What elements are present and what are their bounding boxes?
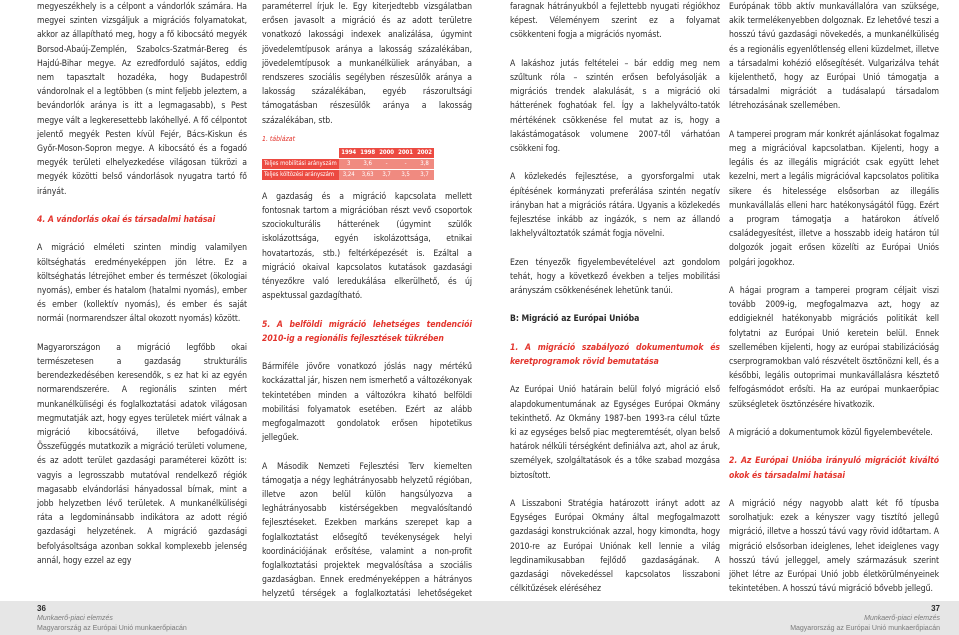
table-row (262, 158, 434, 169)
table-cell: 3 (339, 158, 358, 169)
table-cell: 3,6 (358, 158, 377, 169)
mobility-table-block (262, 134, 472, 180)
part-heading: B: Migráció az Európai Unióba (510, 314, 640, 325)
paragraph: A migráció a dokumentumok közül figyelembevétele. (729, 428, 933, 439)
page-number-left: 36 (37, 604, 46, 613)
footer-line-2: Magyarország az Európai Unió munkaerőpiacán (37, 624, 187, 632)
table-corner-cell (262, 148, 339, 159)
table-cell: 3,7 (377, 169, 396, 180)
text-column-3 (510, 0, 720, 596)
footer-line-2: Magyarország az Európai Unió munkaerőpiacán (790, 624, 940, 632)
paragraph: paraméterrel írjuk le. Egy kiterjedtebb vizsgálatban erősen javasolt a migráció és az adott területre vonatkozó lakossági indexek analizálása, úgymint jövedelemtípusok aránya a lakosság százalékában, jövedelemtípusok a munkanélküliek arányában, a rendszeres szociális segélyben részesülők aránya a lakosság százalékában, egyéb rászorultsági támogatásban részesülők aránya a lakosság százalékában, stb. (262, 2, 472, 126)
paragraph: A Második Nemzeti Fejlesztési Terv kiemelten támogatja a négy leghátrányosabb helyzetű régióban, illetve azon belül külön hangsúlyozva a leghátrányosabb kistérségekben megvalósítandó fejlesztéseket. Ezekben markáns szerepet kap a foglalkoztatást elősegítő tevékenységek helyi koordinációjának erősítése, valamint a non-profit foglalkoztatási projektek megvalósítása a szociális gazdaságban. Ennek eredményeképpen a hátrányos helyzetű térségek a foglalkoztatási lehetőségeket (262, 461, 472, 600)
table-header-cell: 2001 (396, 148, 415, 159)
table-header-cell: 2000 (377, 148, 396, 159)
paragraph: A migráció elméleti szinten mindig valamilyen költséghatás eredményeképpen jön létre. Ez a költséghatás létrejöhet ember és természet (ökologiai nyomás), ember és hatalom (hatalmi nyomás), ember és ember (kollektív nyomás), és ember és saját normái (normarendszer által okozott nyomás) között. (37, 243, 247, 325)
footer-left (37, 604, 187, 633)
paragraph: Magyarországon a migráció legfőbb okai természetesen a gazdaság strukturális berendezkedésében keresendők, s ez hat ki az egyén normarendszerére. A regionális szinten mért munkanélküliségi és foglalkoztatási adatok világosan megmutatják azt, hogy egyes területek miért válnak a migráció kibocsátóivá, illetve befogadóivá. Összefüggés mutatkozik a migráció területi volumene, és az adott terület gazdasági paraméterei között is: vagyis a legrosszabb mutatóval rendelkező régiók magasabb elvándorlási hányadossal bírnak, mint a jobb helyzetben lévő területek. A munkanélküliségi ráta a legdominánsabb indikátora az adott régió gazdasági helyzetének. A migráció gazdasági befolyásoltsága azonban sokkal komplexebb jelenség annál, hogy ezzel az egy (37, 342, 247, 566)
paragraph: A gazdaság és a migráció kapcsolata mellett fontosnak tartom a migrációban részt vevő csoportok szociokulturális hátterének (úgymint szülők iskolázottsága, egyén iskolázottsága, etnikai hovatartozás, stb.) feltérképezését is. Ezáltal a migráció okaival kapcsolatos kutatások gazdasági tényezőkre való leredukálása elkerülhető, és új aspektussal gazdagítható. (262, 191, 472, 302)
paragraph: A tamperei program már konkrét ajánlásokat fogalmaz meg a migrációval kapcsolatban. Kijelenti, hogy a legális és az illegális migrációt csak együtt lehet kezelni, mert a legális migrációval kapcsolatos politika sikere és hitelessége elsősorban az illegális munkavállalás elleni harc hatékonyságától függ. Ezért a program támogatja a határokon átívelő családegyesítést, illetve a hosszabb ideig határon túl dolgozók jogait erősen közelíti az Európai Uniós polgári jogokhoz. (729, 129, 939, 268)
table-cell: 3,7 (415, 169, 434, 180)
paragraph: A migráció négy nagyobb alatt két fő típusba sorolhatjuk: ezek a kényszer vagy tisztító jellegű migráció, illetve a hosszú távú vagy rövid időtartam. A migráció elsősorban ideiglenes, lehet ideiglenes vagy hosszú távú jelleggel, amely származásuk szerint jöhet létre az Európai Unió jobb életkörülményeinek tekintetében. A hosszú távú migráció bővebb jellegű. (729, 499, 939, 595)
table-header-cell: 1994 (339, 148, 358, 159)
paragraph: A Lisszaboni Stratégia határozott irányt adott az Egységes Európai Okmány által megfogalmazott gazdasági konstrukciónak azzal, hogy kimondta, hogy 2010-re az Európai Uniónak kell lennie a világ legdinamikusabban fejlődő gazdaságának. A gazdasági növekedéssel kapcsolatos lisszaboni célkitűzések eléréséhez (510, 499, 720, 595)
paragraph: Ezen tényezők figyelembevételével azt gondolom tehát, hogy a következő években a teljes mobilitási arányszám csökkenésének lehetünk tanúi. (510, 257, 720, 297)
table-header-row (262, 148, 434, 159)
table-row (262, 169, 434, 180)
table-header-cell: 2002 (415, 148, 434, 159)
table-cell: 3,24 (339, 169, 358, 180)
table-row-label: Teljes mobilitási arányszám (262, 158, 339, 169)
table-cell: - (377, 158, 396, 169)
footer-line-1: Munkaerő-piaci elemzés (864, 615, 940, 622)
table-header-cell: 1998 (358, 148, 377, 159)
mobility-table (262, 148, 434, 180)
paragraph: faragnak hátrányukból a fejlettebb nyugati régiókhoz képest. Véleményem szerint ez a folyamat csökkenteni fogja a migrációs nyomást. (510, 2, 720, 41)
table-cell: 3,8 (415, 158, 434, 169)
section-heading: 5. A belföldi migráció lehetséges tendenciói 2010-ig a regionális fejlesztések tükrében (262, 319, 472, 344)
paragraph: Bármiféle jövőre vonatkozó jóslás nagy mértékű kockázattal jár, hiszen nem ismerhető a változékonyak tekintetében minden a változókra kiható belföldi mobilitási folyamatok esetében. Ezért az alább megfogalmazott gondolatok erősen hipotetikus jellegűek. (262, 362, 472, 444)
paragraph: A lakáshoz jutás feltételei – bár eddig meg nem szűltunk róla – szintén erősen befolyásolják a migrációs trendek alakulását, s a migráció oki hátterének foghatóak fel. Így a lakhelyválto-tatók mértékének csökkenése fel mutat az is, hogy a lakástámogatások volumene 2007-től várhatóan csökkeni fog. (510, 58, 720, 155)
paragraph: Az Európai Unió határain belül folyó migráció első alapdokumentumának az Egységes Európai Okmány tekinthető. Az Okmány 1987-ben 1993-ra célul tűzte ki az egységes belső piac megteremtését, olyan belső határok nélküli térségként definiálva azt, ahol az áruk, személyek, szolgáltatások és a tőke szabad mozgása biztosított. (510, 385, 720, 481)
text-column-1 (37, 0, 247, 568)
footer-right (790, 604, 940, 633)
text-column-4 (729, 0, 939, 596)
table-cell: 3,63 (358, 169, 377, 180)
text-column-2 (262, 0, 472, 616)
table-row-label: Teljes költözési arányszám (262, 169, 339, 180)
page-number-right: 37 (931, 604, 940, 613)
footer-line-1: Munkaerő-piaci elemzés (37, 615, 113, 622)
table-caption: 1. táblázat (262, 134, 296, 143)
section-heading: 1. A migráció szabályozó dokumentumok és keretprogramok rövid bemutatása (510, 342, 720, 367)
paragraph: A közlekedés fejlesztése, a gyorsforgalmi utak építésének kormányzati preferálása szintén negatív irányban hat a migrációs rátára. Ugyanis a közlekedés fejlesztése inkább az ingázók, s nem az állandó lakhelyváltoztatók számát fogja növelni. (510, 172, 720, 240)
section-heading: 2. Az Európai Unióba irányuló migrációt kiváltó okok és társadalmi hatásai (729, 456, 939, 481)
table-cell: - (396, 158, 415, 169)
paragraph: A hágai program a tamperei program céljait viszi tovább 2009-ig, megfogalmazva azt, hogy az eddigieknél hatékonyabb migrációs politikát kell folytatni az Európai Unió keretein belül. Ennek szellemében kijelenti, hogy az európai stabilizációság cserprogramokban való részvételt ösztönözni kell, és a későbbi, legális outoprimai munkavállalásra késztető felfogásmódot erősíti. Ha az európai munkaerőpiac szükségletek ösztönzésére hivatkozik. (729, 286, 939, 410)
section-heading: 4. A vándorlás okai és társadalmi hatásai (37, 215, 216, 226)
paragraph: Európának több aktív munkavállalóra van szüksége, akik termelékenyebben dolgoznak. Ez lehetővé teszi a hosszú távú gazdasági növekedés, a munkanélküliség és a regionális egyenlőtlenség elleni küzdelmet, illetve a társadalmi kohézió elősegítését. Vulgarizálva tehát kijelenthető, hogy az Európai Unió támogatja a társadalmi migrációt a tudásalapú társadalom létrehozásának szellemében. (729, 2, 939, 112)
paragraph: megyeszékhely is a célpont a vándorlók számára. Ha megyei szinten vizsgáljuk a migrációs folyamatokat, akkor az állapítható meg, hogy a fő kibocsátó megyék Borsod-Abaúj-Zemplén, Szabolcs-Szatmár-Bereg és Hajdú-Bihar megye. Az ezredforduló sajátos, eddig nem tapasztalt hozadéka, hogy Budapestről vándorolnak el a legtöbben (s mint feljebb jeleztem, a bevándorlók aránya is itt a legmagasabb), s Pest megye vált a legkeresettebb lakóhellyé. A fő célpontot jelentő megyék Pesten kívül Fejér, Bács-Kiskun és Győr-Moson-Sopron megye. A kibocsátó és a fogadó megyék területi elhelyezkedése világosan tükrözi a megyék közötti belső vándorlások nyugatra tartó fő irányát. (37, 2, 247, 197)
table-cell: 3,5 (396, 169, 415, 180)
